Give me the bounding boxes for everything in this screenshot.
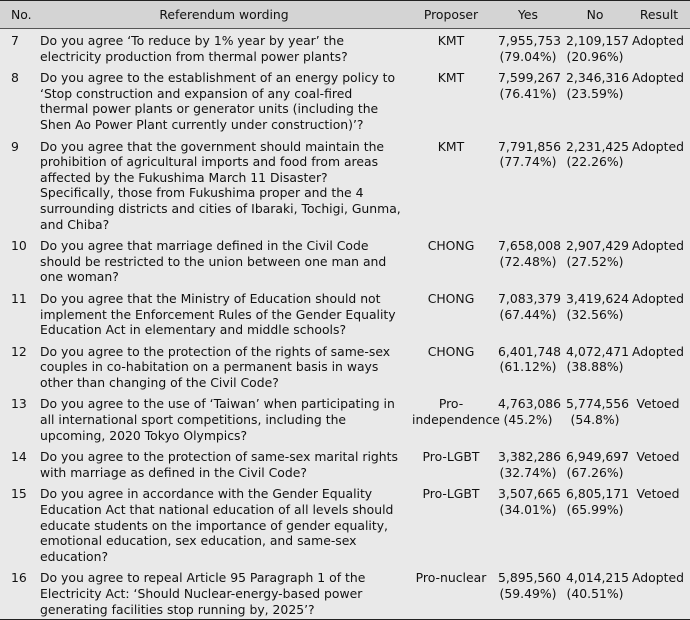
no-percent: (65.99%) [566, 502, 624, 518]
referendum-number: 10 [11, 238, 27, 254]
result: Vetoed [636, 449, 680, 465]
yes-votes [494, 66, 562, 134]
result: Adopted [632, 238, 684, 254]
result: Vetoed [636, 396, 680, 412]
yes-votes [494, 566, 562, 619]
referendum-wording: Do you agree to the protection of same-sex marital rights with marriage as defined in the Civil Code? [40, 449, 398, 480]
result: Adopted [632, 33, 684, 48]
yes-count: 7,658,008 [498, 238, 562, 254]
referendum-number: 15 [11, 486, 27, 502]
no-votes [562, 29, 628, 67]
result: Vetoed [636, 486, 680, 502]
referendum-number: 16 [0, 566, 40, 619]
yes-count: 7,599,267 [498, 70, 562, 86]
yes-votes [494, 29, 562, 67]
result: Adopted [628, 566, 690, 619]
referendum-number: 8 [11, 70, 19, 86]
yes-count: 7,083,379 [498, 290, 562, 306]
no-count: 2,109,157 [566, 33, 630, 48]
referendum-number: 11 [11, 290, 27, 306]
result: Adopted [632, 290, 684, 306]
header-no: No. [0, 1, 40, 29]
yes-count: 4,763,086 [498, 396, 562, 412]
referendum-wording: Do you agree in accordance with the Gender Equality Education Act that national education of all levels should educate students on the importance of gender equality, emotional education, sex education, and same-sex education? [40, 486, 394, 564]
table-row [0, 482, 690, 566]
yes-count: 5,895,560 [498, 570, 562, 586]
header-result: Result [628, 1, 690, 29]
yes-votes [494, 392, 562, 445]
header-no-votes: No [562, 1, 628, 29]
table-row [0, 566, 690, 619]
result: Adopted [632, 343, 684, 359]
table-body [0, 29, 690, 620]
header-row [0, 1, 690, 29]
proposer: Pro-independence [412, 396, 500, 428]
proposer: CHONG [427, 290, 475, 306]
yes-count: 3,382,286 [498, 449, 562, 465]
no-percent: (32.56%) [566, 306, 624, 322]
yes-votes [494, 340, 562, 393]
no-percent: (27.52%) [566, 253, 624, 269]
no-count: 3,419,624 [566, 290, 630, 306]
no-count: 2,907,429 [566, 238, 630, 254]
yes-votes [494, 234, 562, 287]
no-votes [562, 482, 628, 566]
no-count: 6,805,171 [566, 486, 630, 502]
referendum-wording: Do you agree that the government should maintain the prohibition of agricultural imports and food from areas affected by the Fukushima March 11 Disaster? Specifically, those from Fukushima proper and the 4 surrounding districts and cities of Ibaraki, Tochigi, Gunma, and Chiba? [40, 138, 401, 232]
yes-votes [494, 445, 562, 482]
table-row [0, 66, 690, 134]
no-percent: (38.88%) [566, 359, 624, 375]
result: Adopted [632, 70, 684, 86]
table-row [0, 234, 690, 287]
no-percent: (40.51%) [566, 586, 624, 601]
no-votes [562, 340, 628, 393]
referendum-number: 13 [11, 396, 27, 412]
yes-percent: (61.12%) [499, 359, 557, 375]
yes-votes [494, 482, 562, 566]
proposer: KMT [437, 33, 465, 48]
yes-percent: (59.49%) [499, 586, 557, 601]
yes-count: 3,507,665 [498, 486, 562, 502]
referendum-number: 7 [11, 33, 19, 48]
yes-count: 7,791,856 [498, 138, 562, 154]
header-proposer: Proposer [408, 1, 494, 29]
referendum-wording: Do you agree that marriage defined in the Civil Code should be restricted to the union between one man and one woman? [40, 238, 387, 285]
referendum-wording: Do you agree to the protection of the rights of same-sex couples in co-habitation on a permanent basis in ways other than changing of the Civil Code? [40, 343, 391, 390]
table-row [0, 29, 690, 67]
proposer: CHONG [427, 238, 475, 254]
no-count: 2,231,425 [566, 138, 630, 154]
yes-percent: (76.41%) [499, 85, 557, 101]
table-row [0, 340, 690, 393]
referendum-number: 12 [11, 343, 27, 359]
no-votes [562, 287, 628, 340]
referendum-wording: Do you agree to the establishment of an energy policy to ‘Stop construction and expansion of any coal-fired thermal power plants or generator units (including the Shen Ao Power Plant currently under construction)’? [40, 70, 396, 132]
no-votes [562, 392, 628, 445]
referendum-wording: Do you agree ‘To reduce by 1% year by year’ the electricity production from thermal power plants? [40, 33, 348, 64]
table-row [0, 287, 690, 340]
no-percent: (54.8%) [570, 412, 620, 428]
no-count: 4,072,471 [566, 343, 630, 359]
yes-percent: (79.04%) [499, 48, 557, 64]
yes-votes [494, 287, 562, 340]
yes-percent: (77.74%) [499, 154, 557, 170]
no-count: 5,774,556 [566, 396, 630, 412]
no-count: 4,014,215 [566, 570, 630, 586]
yes-count: 7,955,753 [498, 33, 562, 48]
no-votes [562, 566, 628, 619]
referendum-number: 14 [11, 449, 27, 465]
proposer: Pro-nuclear [408, 566, 494, 619]
proposer: Pro-LGBT [422, 449, 480, 465]
yes-percent: (72.48%) [499, 253, 557, 269]
proposer: CHONG [427, 343, 475, 359]
table-row [0, 445, 690, 482]
yes-percent: (34.01%) [499, 502, 557, 518]
no-percent: (23.59%) [566, 85, 624, 101]
yes-count: 6,401,748 [498, 343, 562, 359]
no-votes [562, 445, 628, 482]
referendum-wording: Do you agree that the Ministry of Education should not implement the Enforcement Rules of the Gender Equality Education Act in elementary and middle schools? [40, 290, 396, 338]
no-percent: (22.26%) [566, 154, 624, 170]
no-count: 6,949,697 [566, 449, 630, 465]
header-yes: Yes [494, 1, 562, 29]
proposer: KMT [437, 138, 465, 154]
referendum-number: 9 [11, 138, 19, 154]
no-votes [562, 135, 628, 235]
proposer: Pro-LGBT [422, 486, 480, 502]
yes-percent: (67.44%) [499, 306, 557, 322]
header-wording: Referendum wording [40, 1, 408, 29]
yes-percent: (32.74%) [499, 464, 557, 480]
no-percent: (67.26%) [566, 464, 624, 480]
no-votes [562, 234, 628, 287]
no-count: 2,346,316 [566, 70, 630, 86]
yes-votes [494, 135, 562, 235]
table-row [0, 135, 690, 235]
yes-percent: (45.2%) [503, 412, 553, 428]
result: Adopted [632, 138, 684, 154]
referendum-wording: Do you agree to repeal Article 95 Paragraph 1 of the Electricity Act: ‘Should Nuclear-energy-based power generating facilities stop running by, 2025’? [40, 566, 408, 619]
table-row [0, 392, 690, 445]
proposer: KMT [437, 70, 465, 86]
no-percent: (20.96%) [566, 48, 624, 64]
no-votes [562, 66, 628, 134]
referendum-wording: Do you agree to the use of ‘Taiwan’ when participating in all international sport competitions, including the upcoming, 2020 Tokyo Olympics? [40, 396, 395, 443]
